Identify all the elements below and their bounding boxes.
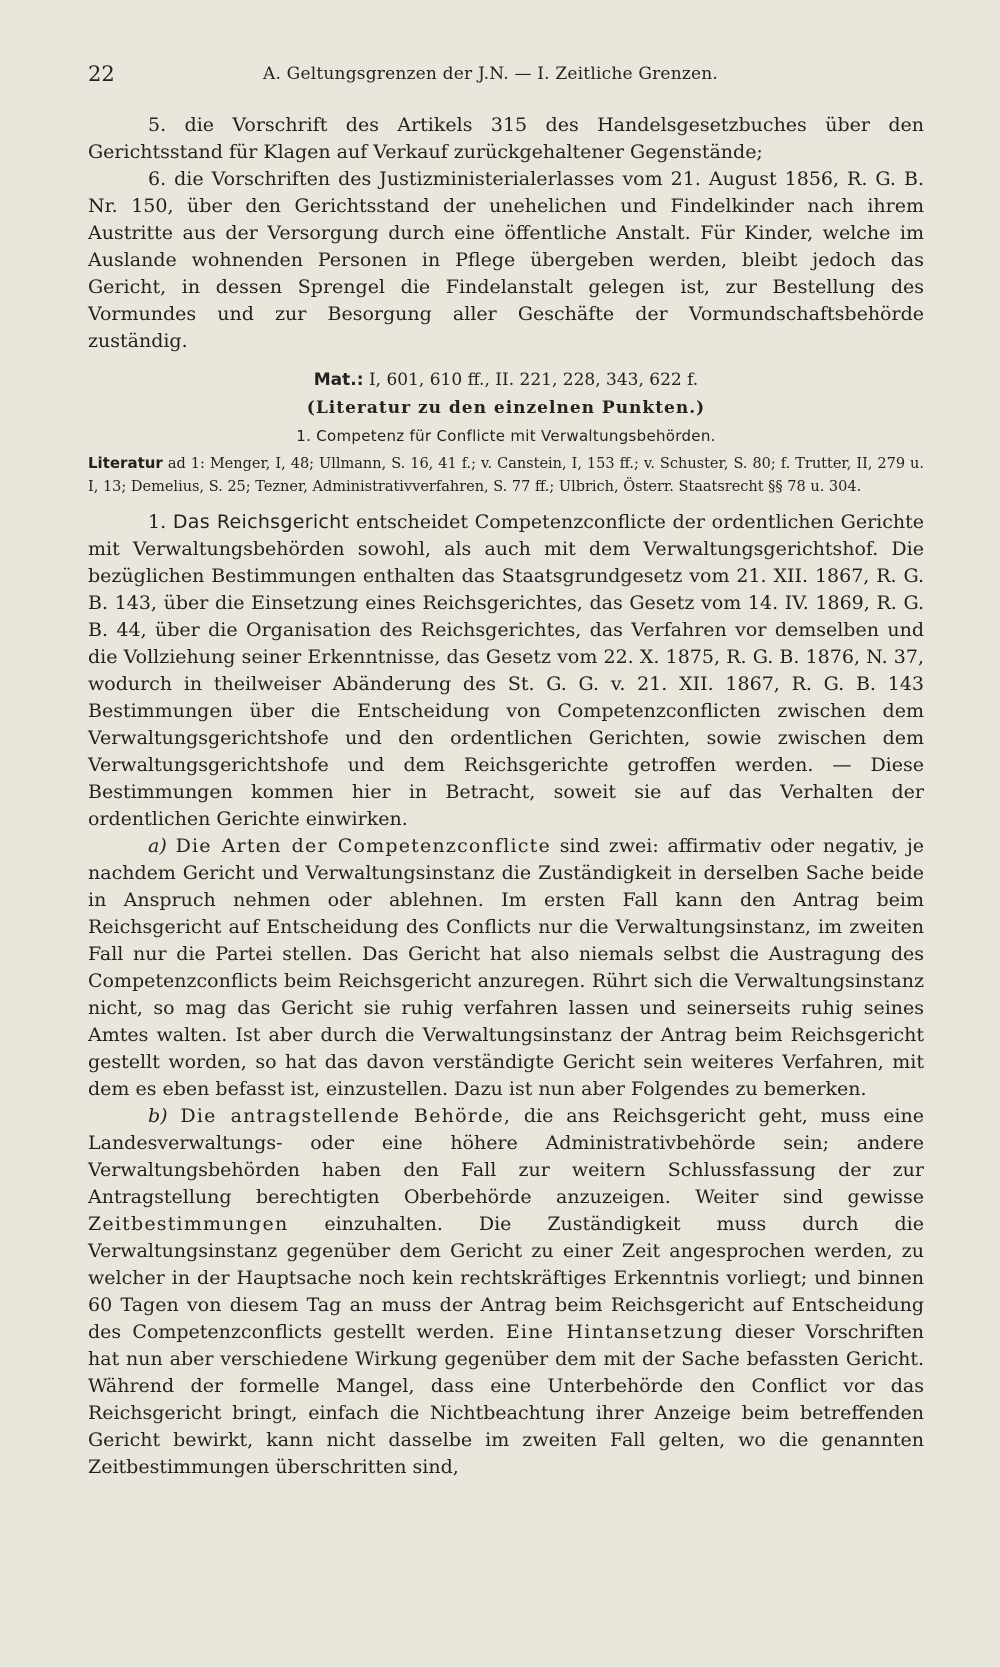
- paragraph-b-spaced-1: Zeitbestimmungen: [88, 1213, 289, 1235]
- list-item-5: 5. die Vorschrift des Artikels 315 des Handelsgesetzbuches über den Gerichtsstand für Klagen auf Verkauf zurückgehaltener Gegenstände;: [88, 114, 924, 163]
- paragraph-b: [88, 1103, 924, 1481]
- paragraph-b-text-2: einzuhalten. Die Zuständigkeit muss durch die Verwaltungsinstanz gegenüber dem Gericht zu einer Zeit angesprochen werden, zu welcher in der Hauptsache noch kein rechtskräftiges Erkenntnis vorliegt; und binnen 60 Tagen von diesem Tag an muss der Antrag beim Reichsgericht auf Entscheidung des Competenzconflicts gestellt werden.: [88, 1213, 924, 1343]
- body-text: [88, 112, 924, 1481]
- materials-text: I, 601, 610 ff., II. 221, 228, 343, 622 f.: [368, 370, 699, 390]
- paragraph-b-lead: Die antragstellende Behörde,: [180, 1105, 512, 1127]
- literature-title: (Literatur zu den einzelnen Punkten.): [306, 398, 706, 418]
- paragraph-a: [88, 833, 924, 1103]
- materials-label: Mat.:: [313, 370, 364, 390]
- section-heading: 1. Competenz für Conflicte mit Verwaltungsbehörden.: [296, 427, 716, 445]
- paragraph-a-lead: Die Arten der Competenzconflicte: [175, 835, 551, 857]
- paragraph-1-number: 1.: [148, 511, 167, 533]
- paragraph-b-text-1: die ans Reichsgericht geht, muss eine Landesverwaltungs- oder eine höhere Administrativbehörde sein; andere Verwaltungsbehörden haben den Fall zur weitern Schlussfassung der zur Antragstellung berechtigten Oberbehörde anzuzeigen. Weiter sind gewisse: [88, 1105, 924, 1208]
- paragraph-b-letter: b): [148, 1105, 168, 1127]
- materials-reference: [88, 367, 924, 394]
- page-number: 22: [88, 62, 115, 86]
- page-header: [88, 62, 924, 92]
- paragraph-1-lead: Das Reichsgericht: [172, 511, 350, 533]
- paragraph-a-text: sind zwei: affirmativ oder negativ, je nachdem Gericht und Verwaltungsinstanz die Zuständigkeit in derselben Sache beide in Anspruch nehmen oder ablehnen. Im ersten Fall kann den Antrag beim Reichsgericht auf Entscheidung des Conflicts nur die Verwaltungsinstanz, im zweiten Fall nur die Partei stellen. Das Gericht hat also niemals selbst die Austragung des Competenzconflicts beim Reichsgericht anzuregen. Rührt sich die Verwaltungsinstanz nicht, so mag das Gericht sie ruhig verfahren lassen und seinerseits ruhig seines Amtes walten. Ist aber durch die Verwaltungsinstanz der Antrag beim Reichsgericht gestellt worden, so hat das davon verständigte Gericht sein weiteres Verfahren, mit dem es eben befasst ist, einzustellen. Dazu ist nun aber Folgendes zu bemerken.: [88, 835, 924, 1100]
- literature-label: Literatur: [88, 454, 163, 472]
- literature-list: [88, 452, 924, 499]
- paragraph-a-letter: a): [148, 835, 167, 857]
- paragraph-1: [88, 509, 924, 833]
- running-head: A. Geltungsgrenzen der J.N. — I. Zeitliche Grenzen.: [263, 64, 719, 84]
- literature-text: ad 1: Menger, I, 48; Ullmann, S. 16, 41 f.; v. Canstein, I, 153 ff.; v. Schuster, S. 80; f. Trutter, II, 279 u. I, 13; Demelius, S. 25; Tezner, Administrativverfahren, S. 77 ff.; Ulbrich, Österr. Staatsrecht §§ 78 u. 304.: [88, 456, 925, 495]
- paragraph-1-text: entscheidet Competenzconflicte der ordentlichen Gerichte mit Verwaltungsbehörden sowohl, als auch mit dem Verwaltungsgerichtshof. Die bezüglichen Bestimmungen enthalten das Staatsgrundgesetz vom 21. XII. 1867, R. G. B. 143, über die Einsetzung eines Reichsgerichtes, das Gesetz vom 14. IV. 1869, R. G. B. 44, über die Organisation des Reichsgerichtes, das Verfahren vor demselben und die Vollziehung seiner Erkenntnisse, das Gesetz vom 22. X. 1875, R. G. B. 1876, N. 37, wodurch in theilweiser Abänderung des St. G. G. v. 21. XII. 1867, R. G. B. 143 Bestimmungen über die Entscheidung von Competenzconflicten zwischen dem Verwaltungsgerichtshofe und den ordentlichen Gerichten, sowie zwischen dem Verwaltungsgerichtshofe und dem Reichsgerichte getroffen werden. — Diese Bestimmungen kommen hier in Betracht, soweit sie auf das Verhalten der ordentlichen Gerichte einwirken.: [88, 511, 925, 830]
- paragraph-b-text-3: dieser Vorschriften hat nun aber verschiedene Wirkung gegenüber dem mit der Sache befassten Gericht. Während der formelle Mangel, dass eine Unterbehörde den Conflict vor das Reichsgericht bringt, einfach die Nichtbeachtung ihrer Anzeige beim betreffenden Gericht bewirkt, kann nicht dasselbe im zweiten Fall gelten, wo die genannten Zeitbestimmungen überschritten sind,: [88, 1321, 924, 1478]
- paragraph-b-spaced-2: Eine Hintansetzung: [505, 1321, 724, 1343]
- list-item-6: 6. die Vorschriften des Justizministerialerlasses vom 21. August 1856, R. G. B. Nr. 150, über den Gerichtsstand der unehelichen und Findelkinder nach ihrem Austritte aus der Versorgung durch eine öffentliche Anstalt. Für Kinder, welche im Auslande wohnenden Personen in Pflege übergeben werden, bleibt jedoch das Gericht, in dessen Sprengel die Findelanstalt gelegen ist, zur Bestellung des Vormundes und zur Besorgung aller Geschäfte der Vormundschaftsbehörde zuständig.: [88, 168, 924, 352]
